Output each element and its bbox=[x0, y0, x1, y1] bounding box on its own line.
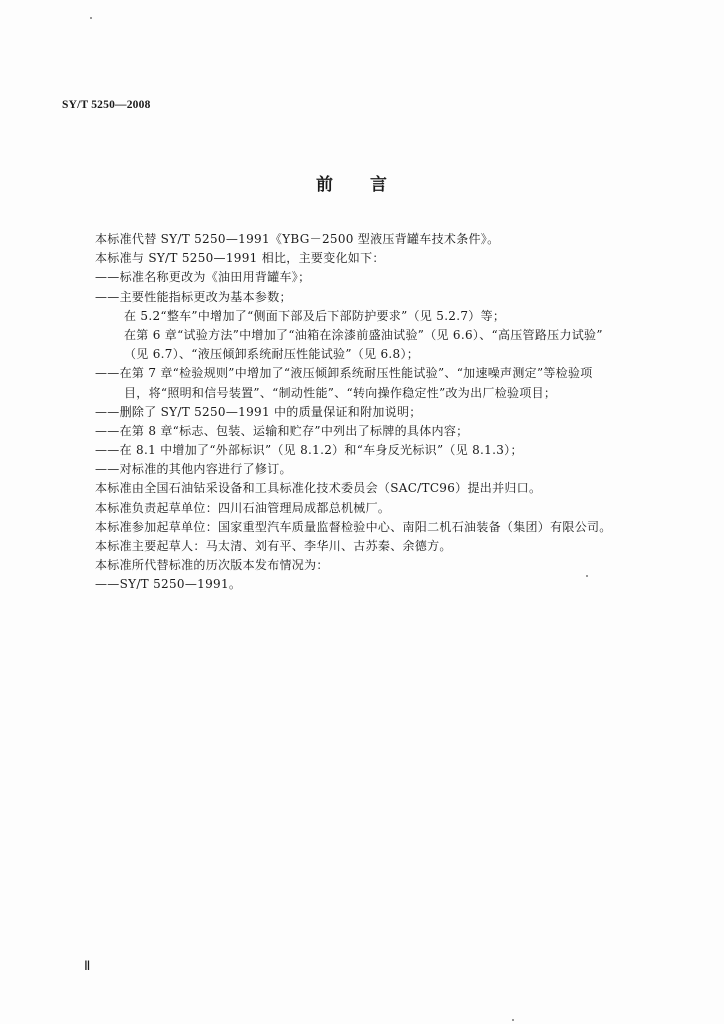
list-item: ——对标准的其他内容进行了修订。 bbox=[95, 462, 292, 477]
list-item: ——主要性能指标更改为基本参数； bbox=[95, 289, 292, 304]
body-line: 本标准所代替标准的历次版本发布情况为： bbox=[95, 558, 329, 573]
list-item: ——在 8.1 中增加了“外部标识”（见 8.1.2）和“车身反光标识”（见 8.1.3）； bbox=[95, 443, 523, 458]
foreword-body bbox=[95, 230, 695, 595]
list-item: ——在第 8 章“标志、包装、运输和贮存”中列出了标牌的具体内容； bbox=[95, 423, 469, 438]
list-item-continuation: 目，将“照明和信号装置”、“制动性能”、“转向操作稳定性”改为出厂检验项目； bbox=[124, 385, 557, 400]
scan-speck bbox=[586, 575, 588, 577]
list-subitem: 在第 6 章“试验方法”中增加了“油箱在涂漆前盛油试验”（见 6.6）、“高压管路压力试验” bbox=[124, 327, 603, 342]
page-number: Ⅱ bbox=[84, 958, 91, 973]
list-item: ——删除了 SY/T 5250—1991 中的质量保证和附加说明； bbox=[95, 404, 422, 419]
standard-code-header: SY/T 5250—2008 bbox=[62, 99, 151, 111]
scan-speck bbox=[512, 1019, 514, 1021]
list-item: ——标准名称更改为《油田用背罐车》； bbox=[95, 270, 311, 285]
list-item: ——SY/T 5250—1991。 bbox=[95, 577, 242, 592]
scan-speck bbox=[90, 17, 92, 19]
list-subitem: 在 5.2“整车”中增加了“侧面下部及后下部防护要求”（见 5.2.7）等； bbox=[124, 308, 506, 323]
page-title: 前 言 bbox=[316, 175, 388, 195]
body-line: 本标准由全国石油钻采设备和工具标准化技术委员会（SAC/TC96）提出并归口。 bbox=[95, 481, 542, 496]
body-line: 本标准主要起草人：马太清、刘有平、李华川、古苏秦、余德方。 bbox=[95, 539, 452, 553]
body-line: 本标准参加起草单位：国家重型汽车质量监督检验中心、南阳二机石油装备（集团）有限公司。 bbox=[95, 519, 612, 534]
list-subitem-continuation: （见 6.7）、“液压倾卸系统耐压性能试验”（见 6.8）； bbox=[124, 347, 420, 362]
body-line: 本标准负责起草单位：四川石油管理局成都总机械厂。 bbox=[95, 500, 391, 515]
body-line: 本标准代替 SY/T 5250—1991《YBG－2500 型液压背罐车技术条件》。 bbox=[95, 232, 500, 246]
body-line: 本标准与 SY/T 5250—1991 相比，主要变化如下： bbox=[95, 251, 385, 266]
list-item: ——在第 7 章“检验规则”中增加了“液压倾卸系统耐压性能试验”、“加速噪声测定”等检验项 bbox=[95, 366, 593, 381]
